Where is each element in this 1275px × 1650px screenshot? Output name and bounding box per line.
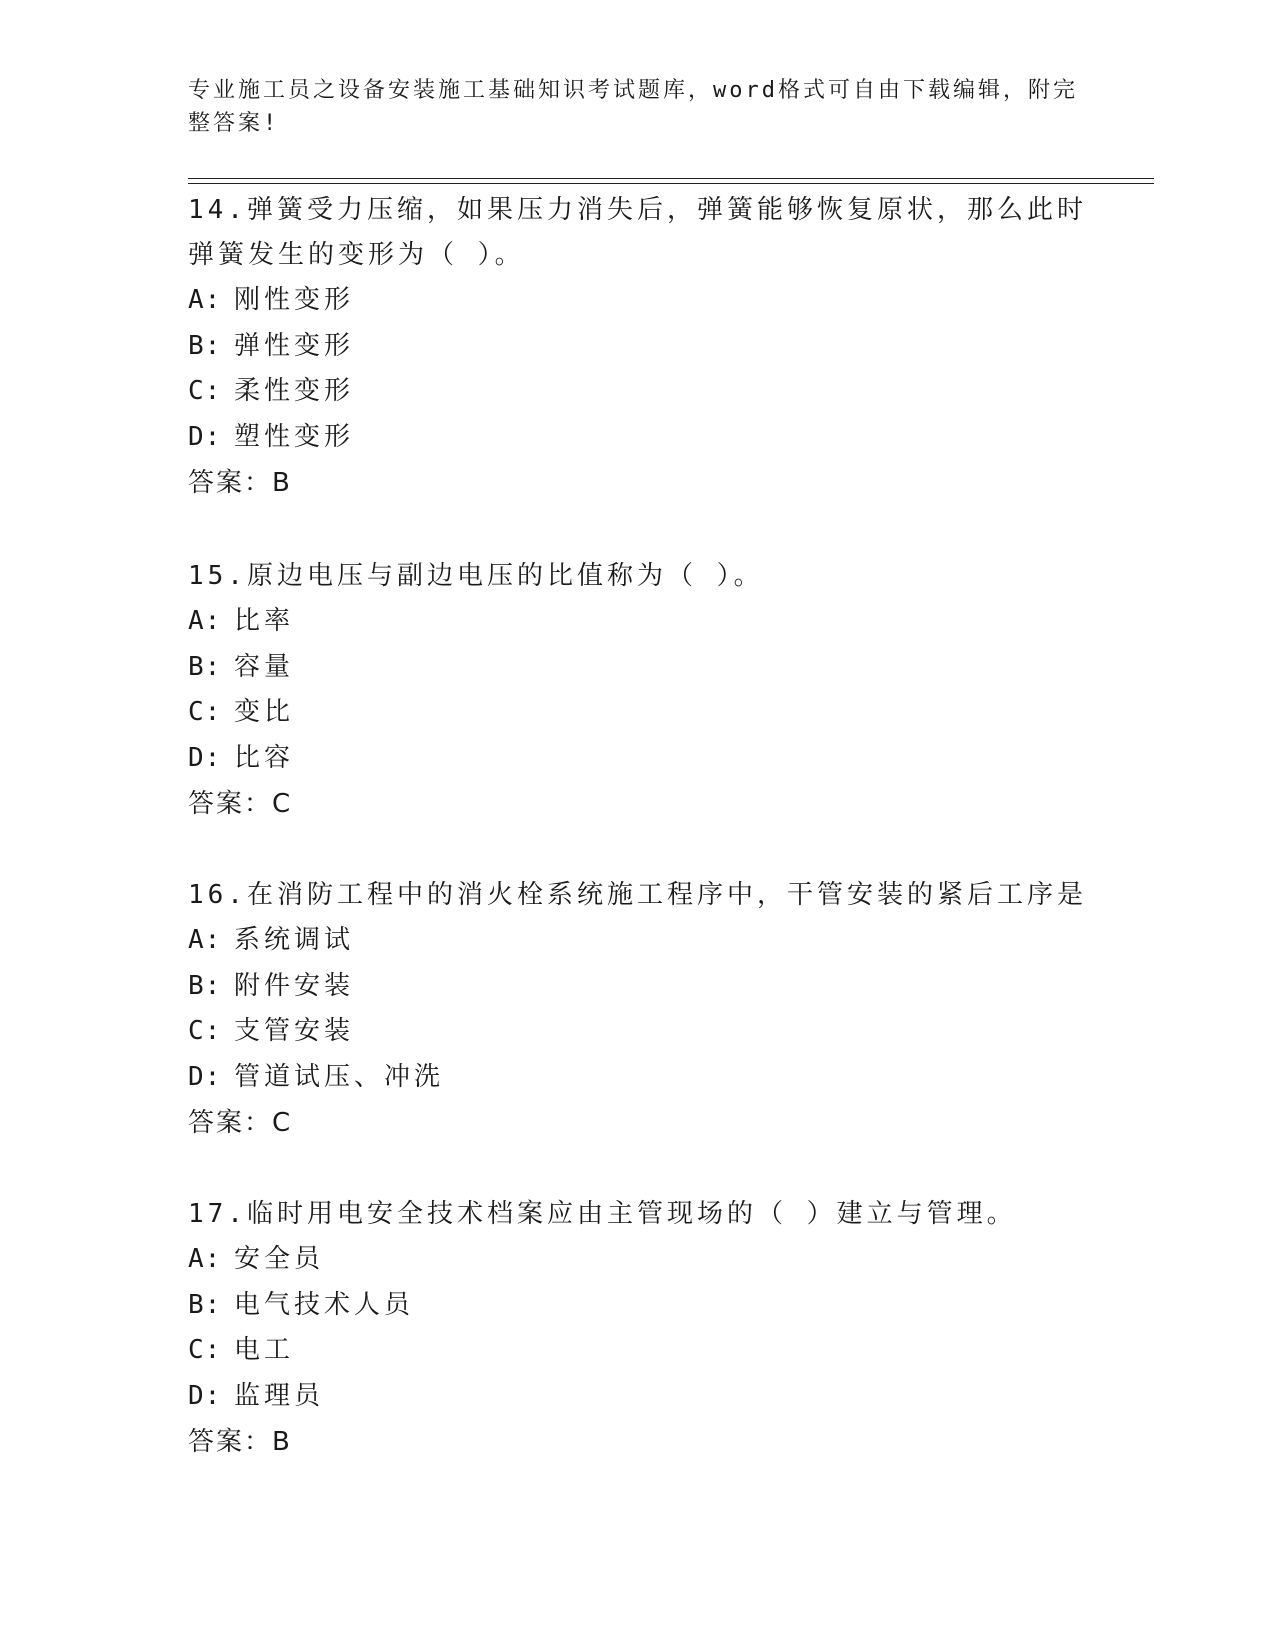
question-stem: 16.在消防工程中的消火栓系统施工程序中，干管安装的紧后工序是 (188, 880, 1087, 910)
document-header: 专业施工员之设备安装施工基础知识考试题库，word格式可自由下载编辑，附完整答案! (188, 78, 1078, 136)
option-letter: B: (188, 1289, 222, 1320)
option-text: 管道试压、冲洗 (234, 1061, 445, 1092)
option-a (188, 599, 1088, 645)
option-letter: B: (188, 970, 222, 1001)
option-text: 弹性变形 (234, 330, 355, 361)
option-letter: B: (188, 330, 222, 361)
option-b (188, 324, 1088, 370)
header-divider-bottom (188, 183, 1154, 184)
question-14 (188, 188, 1088, 506)
option-text: 比率 (234, 606, 295, 636)
option-text: 系统调试 (234, 925, 355, 955)
question-16 (188, 873, 1088, 1146)
option-text: 电气技术人员 (234, 1289, 415, 1320)
option-c (188, 1328, 1088, 1374)
option-c (188, 369, 1088, 415)
option-a (188, 918, 1088, 964)
question-17 (188, 1192, 1088, 1465)
option-text: 柔性变形 (234, 376, 355, 406)
option-text: 支管安装 (234, 1016, 355, 1046)
answer-line: 答案：B (188, 1427, 292, 1457)
option-c (188, 1009, 1088, 1055)
option-letter: C: (188, 1016, 222, 1046)
option-a (188, 1237, 1088, 1283)
option-letter: A: (188, 285, 222, 315)
option-d (188, 1055, 1088, 1101)
option-d (188, 415, 1088, 461)
option-letter: D: (188, 1061, 222, 1092)
option-text: 电工 (234, 1335, 295, 1365)
option-text: 容量 (234, 651, 295, 682)
answer-line: 答案：B (188, 468, 292, 498)
option-a (188, 278, 1088, 324)
answer-line: 答案：C (188, 789, 293, 819)
option-text: 刚性变形 (234, 285, 355, 315)
option-d (188, 1374, 1088, 1420)
question-stem: 15.原边电压与副边电压的比值称为（ ）。 (188, 561, 764, 591)
option-text: 附件安装 (234, 970, 355, 1001)
option-letter: A: (188, 1244, 222, 1274)
header-divider-top (188, 178, 1154, 179)
option-text: 比容 (234, 742, 295, 773)
question-15 (188, 554, 1088, 827)
answer-line: 答案：C (188, 1108, 293, 1138)
question-stem: 17.临时用电安全技术档案应由主管现场的（ ）建立与管理。 (188, 1199, 1017, 1229)
option-letter: D: (188, 742, 222, 773)
option-d (188, 736, 1088, 782)
option-b (188, 964, 1088, 1010)
option-letter: C: (188, 1335, 222, 1365)
option-text: 塑性变形 (234, 421, 355, 452)
option-text: 监理员 (234, 1380, 325, 1411)
option-letter: C: (188, 697, 222, 727)
question-stem: 14.弹簧受力压缩，如果压力消失后，弹簧能够恢复原状，那么此时弹簧发生的变形为（ ）。 (188, 195, 1087, 270)
option-letter: A: (188, 606, 222, 636)
option-letter: B: (188, 651, 222, 682)
option-text: 变比 (234, 697, 295, 727)
option-letter: D: (188, 421, 222, 452)
option-letter: C: (188, 376, 222, 406)
option-text: 安全员 (234, 1244, 325, 1274)
option-letter: D: (188, 1380, 222, 1411)
option-b (188, 1283, 1088, 1329)
option-letter: A: (188, 925, 222, 955)
option-b (188, 645, 1088, 691)
option-c (188, 690, 1088, 736)
